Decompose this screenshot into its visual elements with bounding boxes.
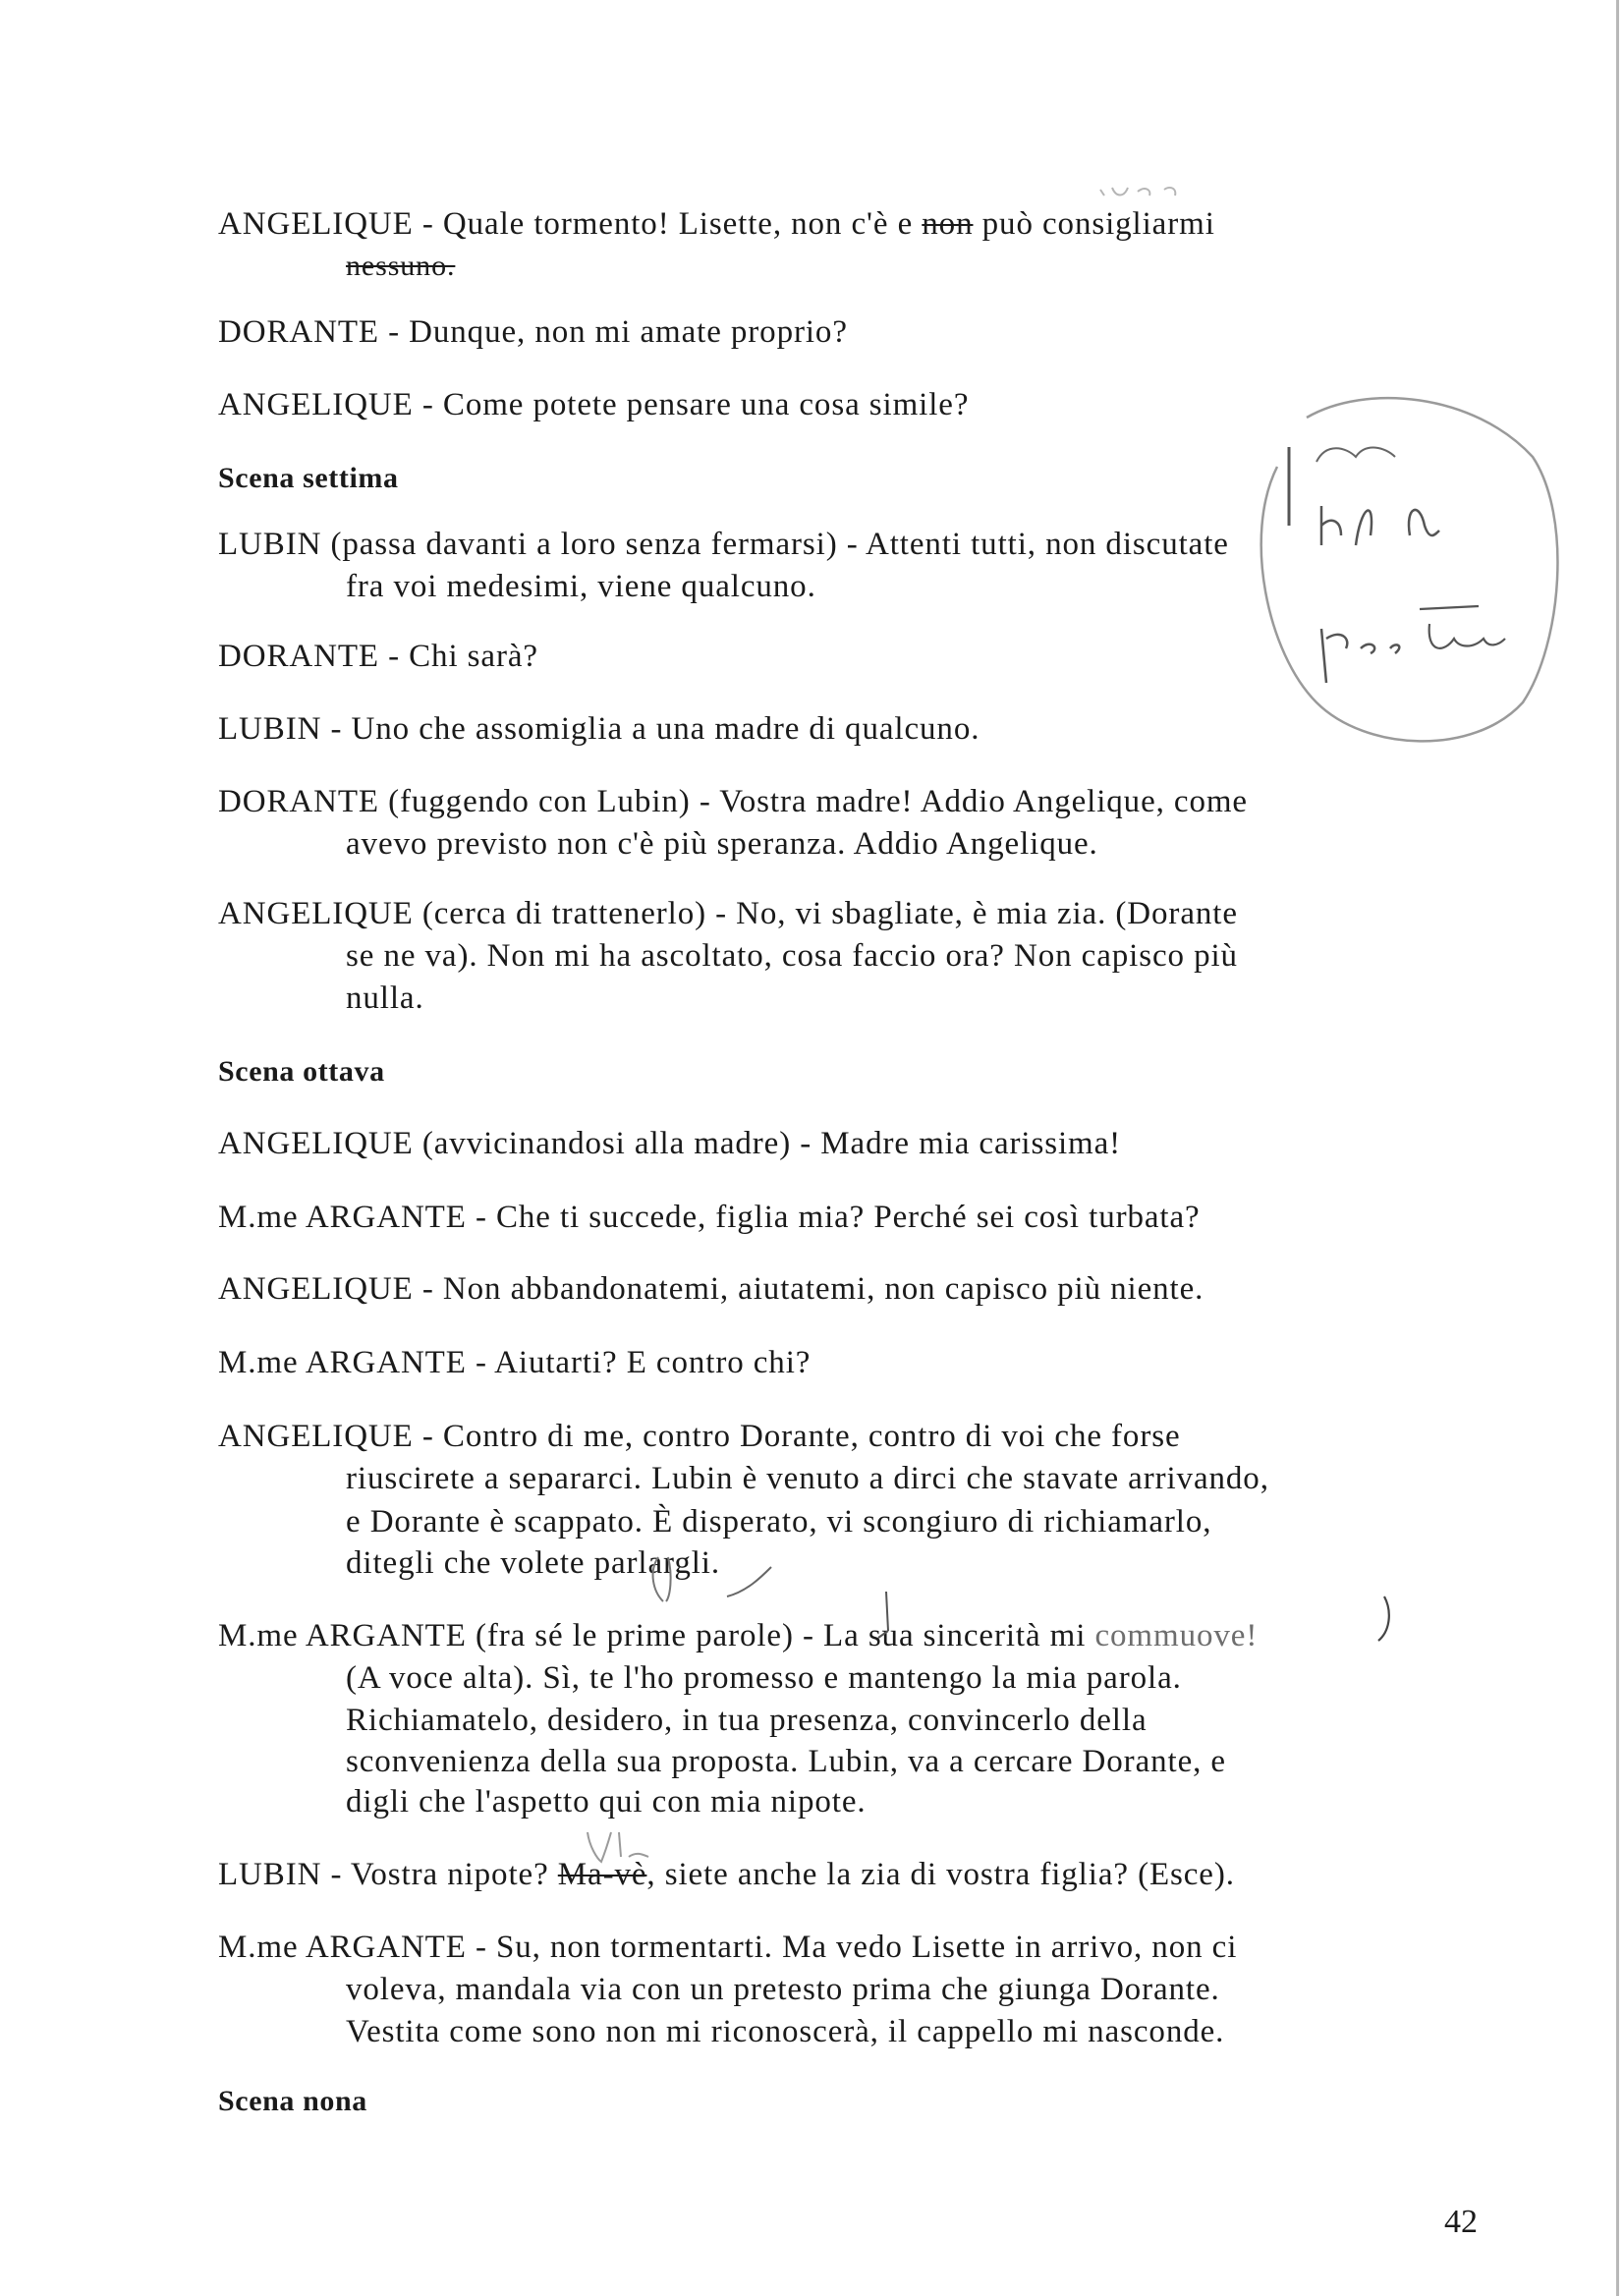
dialogue-line: M.me ARGANTE (fra sé le prime parole) - La sua sincerità mi commuove!	[218, 1618, 1259, 1653]
dialogue-continuation: fra voi medesimi, viene qualcuno.	[346, 569, 816, 604]
dialogue-continuation: (A voce alta). Sì, te l'ho promesso e mantengo la mia parola.	[346, 1660, 1182, 1696]
dialogue-line: M.me ARGANTE - Aiutarti? E contro chi?	[218, 1345, 812, 1380]
page-number: 42	[1444, 2204, 1478, 2240]
struck-word: non	[922, 206, 974, 242]
scene-heading: Scena nona	[218, 2085, 367, 2117]
dialogue-continuation: Richiamatelo, desidero, in tua presenza, convincerlo della	[346, 1703, 1148, 1738]
dialogue-line: ANGELIQUE (cerca di trattenerlo) - No, vi sbagliate, è mia zia. (Dorante	[218, 896, 1238, 931]
pencil-bracket-close	[1371, 1592, 1400, 1651]
dialogue-line: ANGELIQUE - Contro di me, contro Dorante, contro di voi che forse	[218, 1419, 1181, 1454]
scene-heading: Scena ottava	[218, 1055, 385, 1088]
dialogue-continuation: sconvenienza della sua proposta. Lubin, va a cercare Dorante, e	[346, 1744, 1226, 1779]
dialogue-line: ANGELIQUE - Non abbandonatemi, aiutatemi, non capisco più niente.	[218, 1271, 1204, 1307]
page-edge-shadow	[1616, 0, 1619, 2296]
dialogue-line: LUBIN (passa davanti a loro senza fermarsi) - Attenti tutti, non discutate	[218, 527, 1229, 562]
struck-word: Ma-vè	[557, 1857, 647, 1892]
dialogue-line: LUBIN - Uno che assomiglia a una madre di qualcuno.	[218, 711, 980, 747]
dialogue-line: ANGELIQUE - Come potete pensare una cosa simile?	[218, 387, 970, 422]
dialogue-continuation: Vestita come sono non mi riconoscerà, il cappello mi nasconde.	[346, 2014, 1225, 2049]
dialogue-line: DORANTE - Chi sarà?	[218, 639, 538, 674]
handwritten-circle-annotation	[1248, 388, 1572, 761]
dialogue-continuation: voleva, mandala via con un pretesto prima che giunga Dorante.	[346, 1972, 1220, 2007]
pencil-scribble-above-line	[1091, 162, 1208, 201]
dialogue-continuation: se ne va). Non mi ha ascoltato, cosa faccio ora? Non capisco più	[346, 938, 1238, 974]
struck-continuation: nessuno.	[346, 250, 456, 282]
scene-heading: Scena settima	[218, 462, 399, 494]
grey-word: commuove!	[1094, 1618, 1259, 1653]
dialogue-line: DORANTE - Dunque, non mi amate proprio?	[218, 314, 848, 350]
dialogue-line: ANGELIQUE (avvicinandosi alla madre) - Madre mia carissima!	[218, 1126, 1122, 1161]
dialogue-continuation: ditegli che volete parlargli.	[346, 1545, 721, 1581]
dialogue-continuation: avevo previsto non c'è più speranza. Addio Angelique.	[346, 826, 1098, 862]
dialogue-continuation: nulla.	[346, 980, 424, 1016]
dialogue-line: DORANTE (fuggendo con Lubin) - Vostra madre! Addio Angelique, come	[218, 784, 1248, 819]
dialogue-line: M.me ARGANTE - Su, non tormentarti. Ma vedo Lisette in arrivo, non ci	[218, 1930, 1238, 1965]
dialogue-line: LUBIN - Vostra nipote? Ma-vè, siete anche la zia di vostra figlia? (Esce).	[218, 1857, 1235, 1892]
dialogue-continuation: digli che l'aspetto qui con mia nipote.	[346, 1784, 867, 1820]
dialogue-line: ANGELIQUE - Quale tormento! Lisette, non c'è e non può consigliarmi	[218, 206, 1215, 242]
dialogue-continuation: e Dorante è scappato. È disperato, vi scongiuro di richiamarlo,	[346, 1504, 1212, 1540]
dialogue-line: M.me ARGANTE - Che ti succede, figlia mia? Perché sei così turbata?	[218, 1200, 1201, 1235]
dialogue-continuation: riuscirete a separarci. Lubin è venuto a dirci che stavate arrivando,	[346, 1461, 1269, 1496]
